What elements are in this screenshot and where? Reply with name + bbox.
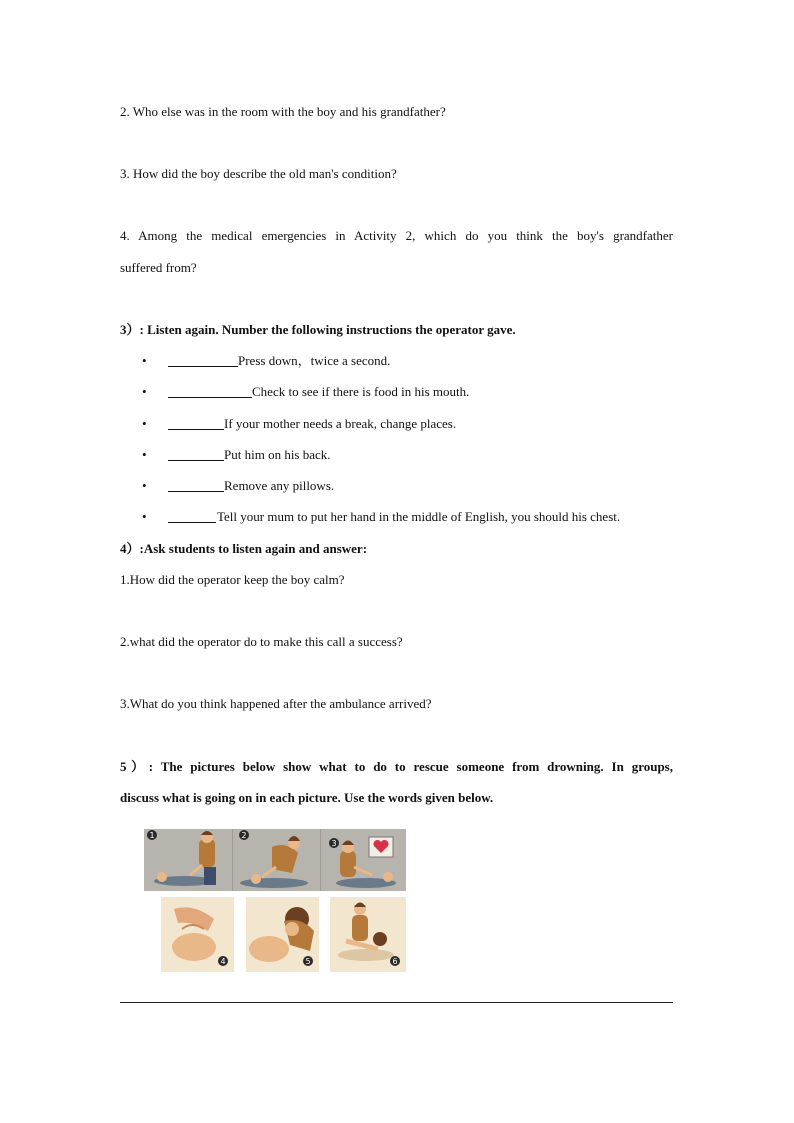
answer-line xyxy=(120,1002,673,1003)
bullet-icon: • xyxy=(142,509,147,524)
section-4-question-3: 3.What do you think happened after the ambulance arrived? xyxy=(120,696,432,711)
section-5-line-2: discuss what is going on in each picture. Use the words given below. xyxy=(120,790,494,805)
question-3: 3. How did the boy describe the old man's condition? xyxy=(120,166,397,181)
instruction-text: Put him on his back. xyxy=(224,447,331,462)
bullet-icon: • xyxy=(142,447,147,462)
answer-blank[interactable] xyxy=(168,384,252,398)
panel-number: 3 xyxy=(331,839,337,848)
instruction-text: Press down，twice a second. xyxy=(238,353,391,368)
bullet-icon: • xyxy=(142,353,147,368)
section-4-heading: 4）:Ask students to listen again and answer: xyxy=(120,541,368,556)
answer-blank[interactable] xyxy=(168,416,224,430)
panel-number: 4 xyxy=(220,957,226,966)
question-4-line-1: 4. Among the medical emergencies in Activity 2, which do you think the boy's grandfather xyxy=(120,228,673,243)
bullet-icon: • xyxy=(142,384,147,399)
section-5-line-1: 5）: The pictures below show what to do to rescue someone from drowning. In groups, xyxy=(120,759,673,774)
answer-blank[interactable] xyxy=(168,509,216,523)
bullet-icon: • xyxy=(142,416,147,431)
panel-number: 6 xyxy=(392,957,398,966)
question-4-line-2: suffered from? xyxy=(120,260,197,275)
panel-number: 5 xyxy=(305,957,311,966)
panel-number: 1 xyxy=(149,831,155,840)
answer-blank[interactable] xyxy=(168,478,224,492)
section-4-question-2: 2.what did the operator do to make this call a success? xyxy=(120,634,403,649)
drowning-rescue-illustration xyxy=(144,829,406,972)
instruction-text: Check to see if there is food in his mouth. xyxy=(252,384,470,399)
answer-blank[interactable] xyxy=(168,353,238,367)
instruction-text: Remove any pillows. xyxy=(224,478,335,493)
instruction-text: Tell your mum to put her hand in the middle of English, you should his chest. xyxy=(217,509,621,524)
bullet-icon: • xyxy=(142,478,147,493)
question-2: 2. Who else was in the room with the boy and his grandfather? xyxy=(120,104,446,119)
answer-blank[interactable] xyxy=(168,447,224,461)
panel-number: 2 xyxy=(241,831,247,840)
section-4-question-1: 1.How did the operator keep the boy calm? xyxy=(120,572,345,587)
section-3-heading: 3）: Listen again. Number the following instructions the operator gave. xyxy=(120,322,516,337)
instruction-text: If your mother needs a break, change places. xyxy=(224,416,457,431)
